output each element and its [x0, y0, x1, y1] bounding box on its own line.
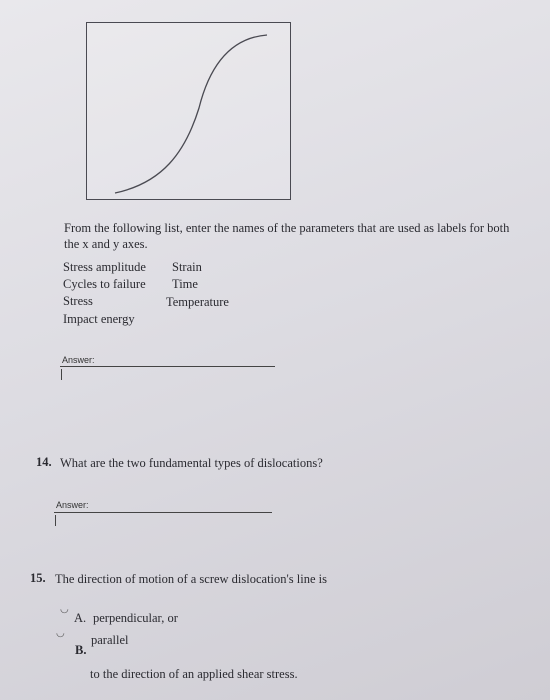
question-prompt [64, 220, 544, 252]
answer-label-1: Answer: [62, 355, 95, 365]
sigmoid-curve-figure [87, 23, 292, 201]
sigmoid-curve [115, 35, 267, 193]
choice-a-label[interactable]: perpendicular, or [93, 611, 178, 625]
option-temperature: Temperature [166, 295, 229, 309]
radio-choice-b[interactable]: ◡ [56, 628, 65, 639]
answer-field-1[interactable] [60, 366, 275, 384]
q15-number: 15. [30, 571, 46, 585]
answer-field-2-cursor [55, 515, 56, 526]
answer-field-2[interactable] [54, 512, 272, 530]
q15-text: The direction of motion of a screw dislocation's line is [55, 572, 327, 586]
choice-b-letter: B. [75, 643, 87, 657]
radio-choice-a[interactable]: ◡ [60, 604, 69, 615]
answer-field-2-line [54, 512, 272, 513]
option-cycles-to-failure: Cycles to failure [63, 277, 146, 291]
q15-trailing-text: to the direction of an applied shear stress. [90, 667, 298, 681]
choice-b-label[interactable]: parallel [91, 633, 129, 647]
answer-field-1-cursor [61, 369, 62, 380]
q14-number: 14. [36, 455, 52, 469]
option-stress: Stress [63, 294, 93, 308]
figure-box [86, 22, 291, 200]
option-stress-amplitude: Stress amplitude [63, 260, 146, 274]
question-prompt-line2: the x and y axes. [64, 237, 148, 251]
q14-text: What are the two fundamental types of dislocations? [60, 456, 323, 470]
answer-field-1-line [60, 366, 275, 367]
answer-label-2: Answer: [56, 500, 89, 510]
question-prompt-line1: From the following list, enter the names of the parameters that are used as labels for both [64, 221, 510, 235]
option-strain: Strain [172, 260, 202, 274]
choice-a-letter: A. [74, 611, 87, 625]
option-time: Time [172, 277, 198, 291]
option-impact-energy: Impact energy [63, 312, 135, 326]
